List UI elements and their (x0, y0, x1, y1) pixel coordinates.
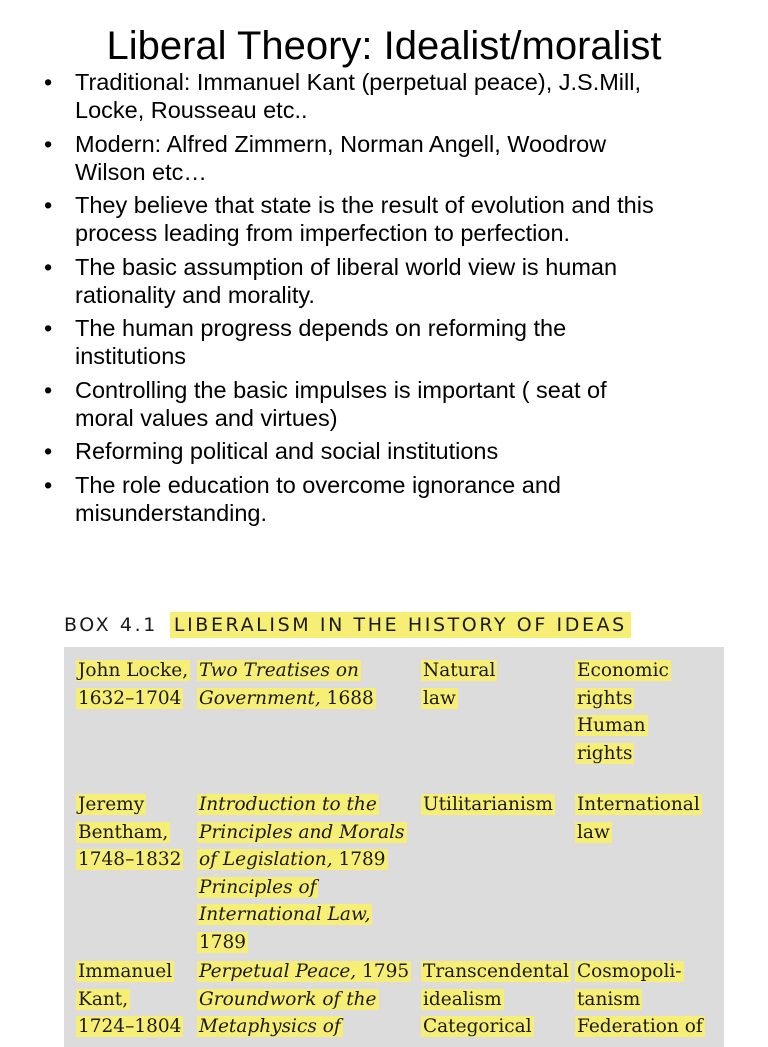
cell-text: law (423, 687, 456, 709)
bullet-item (44, 191, 744, 247)
bullet-dot-icon: • (44, 438, 53, 464)
bullet-text-line: Modern: Alfred Zimmern, Norman Angell, Woodrow (75, 130, 607, 157)
cell-text (197, 904, 372, 925)
bullet-dot-icon: • (44, 471, 53, 498)
work-title: Two Treatises on (199, 660, 359, 681)
cell-text (197, 877, 318, 898)
bullet-text-line: process leading from imperfection to perfection. (75, 220, 571, 246)
bullet-text-line: Traditional: Immanuel Kant (perpetual peace), J.S.Mill, (75, 69, 641, 95)
bullet-text-line: The basic assumption of liberal world view is human (75, 253, 618, 280)
bullet-dot-icon: • (44, 69, 53, 95)
bullet-text-line: institutions (75, 343, 187, 369)
work-year: 1795 (356, 961, 410, 982)
cell-text: Jeremy (78, 794, 145, 815)
cell-works (197, 958, 419, 1041)
work-title: Introduction to the (199, 794, 377, 815)
bullet-text-line: misunderstanding. (75, 499, 268, 526)
bullet-item (44, 376, 744, 432)
bullet-text-line: Wilson etc… (75, 158, 207, 185)
bullet-text-line: The human progress depends on reforming the (75, 315, 567, 341)
bullet-list (44, 68, 744, 532)
bullet-dot-icon: • (44, 253, 53, 280)
cell-text (197, 849, 388, 870)
bullet-item (44, 314, 744, 370)
work-title: Perpetual Peace, (199, 961, 357, 982)
cell-person (76, 657, 194, 712)
cell-text: rights (577, 742, 633, 764)
cell-text: Human (577, 715, 646, 736)
cell-concept (421, 958, 573, 1041)
cell-text (197, 989, 379, 1010)
bullet-text-line: moral values and virtues) (75, 404, 338, 431)
cell-person (76, 791, 194, 874)
cell-person (76, 958, 194, 1041)
bullet-item (44, 471, 744, 527)
bullet-text-line: Locke, Rousseau etc.. (75, 97, 308, 123)
box-table (64, 647, 724, 1047)
cell-text: International (577, 794, 700, 815)
cell-text: Natural (423, 660, 496, 681)
cell-text (197, 932, 248, 953)
work-title: Metaphysics of (199, 1016, 341, 1037)
bullet-dot-icon: • (44, 130, 53, 157)
bullet-text-line: Reforming political and social institutions (75, 438, 499, 464)
work-title: Principles and Morals (199, 821, 405, 843)
work-title: Groundwork of the (199, 988, 377, 1010)
work-title: Government, (199, 687, 321, 709)
cell-text (197, 961, 411, 982)
cell-text (197, 822, 407, 843)
cell-text: law (577, 821, 610, 843)
bullet-dot-icon: • (44, 192, 53, 218)
bullet-item (44, 253, 744, 309)
work-year: 1789 (332, 849, 386, 870)
cell-text (197, 688, 376, 709)
cell-text: Transcendental (423, 961, 569, 982)
work-year: 1688 (320, 687, 374, 709)
cell-text: 1724–1804 (78, 1016, 182, 1037)
bullet-item (44, 68, 744, 124)
cell-works (197, 791, 419, 956)
cell-text: Immanuel (78, 961, 173, 982)
cell-text: 1632–1704 (78, 687, 182, 709)
bullet-text-line: rationality and morality. (75, 281, 315, 308)
bullet-item (44, 130, 744, 186)
cell-text: John Locke, (78, 660, 189, 681)
cell-text: rights (577, 687, 633, 709)
cell-text: tanism (577, 988, 641, 1010)
cell-text: 1748–1832 (78, 849, 182, 870)
cell-legacy (575, 958, 720, 1041)
box-number: BOX 4.1 (64, 614, 158, 636)
bullet-text-line: Controlling the basic impulses is important ( seat of (75, 376, 607, 403)
cell-legacy (575, 791, 720, 846)
bullet-text-line: The role education to overcome ignorance and (75, 471, 561, 498)
cell-text: Bentham, (78, 821, 169, 843)
cell-legacy (575, 657, 720, 767)
cell-text: idealism (423, 988, 502, 1010)
cell-text: Economic (577, 660, 669, 681)
cell-concept (421, 657, 573, 712)
work-title: International Law, (199, 904, 371, 925)
cell-works (197, 657, 419, 712)
work-year: 1789 (199, 931, 247, 953)
cell-text: Cosmopoli- (577, 961, 682, 982)
bullet-dot-icon: • (44, 376, 53, 403)
work-title: of Legislation, (199, 849, 333, 870)
cell-text: Kant, (78, 988, 129, 1010)
cell-text (197, 1016, 343, 1037)
cell-text: Categorical (423, 1016, 532, 1037)
cell-text: Utilitarianism (423, 794, 553, 815)
cell-text: Federation of (577, 1016, 703, 1037)
cell-concept (421, 791, 573, 819)
bullet-text-line: They believe that state is the result of evolution and this (75, 192, 654, 218)
bullet-dot-icon: • (44, 315, 53, 341)
work-title: Principles of (199, 876, 317, 898)
box-heading (64, 610, 631, 640)
cell-text (197, 794, 379, 815)
bullet-item (44, 437, 744, 465)
cell-text (197, 660, 361, 681)
box-title: LIBERALISM IN THE HISTORY OF IDEAS (170, 612, 631, 638)
slide-title: Liberal Theory: Idealist/moralist (106, 24, 662, 68)
